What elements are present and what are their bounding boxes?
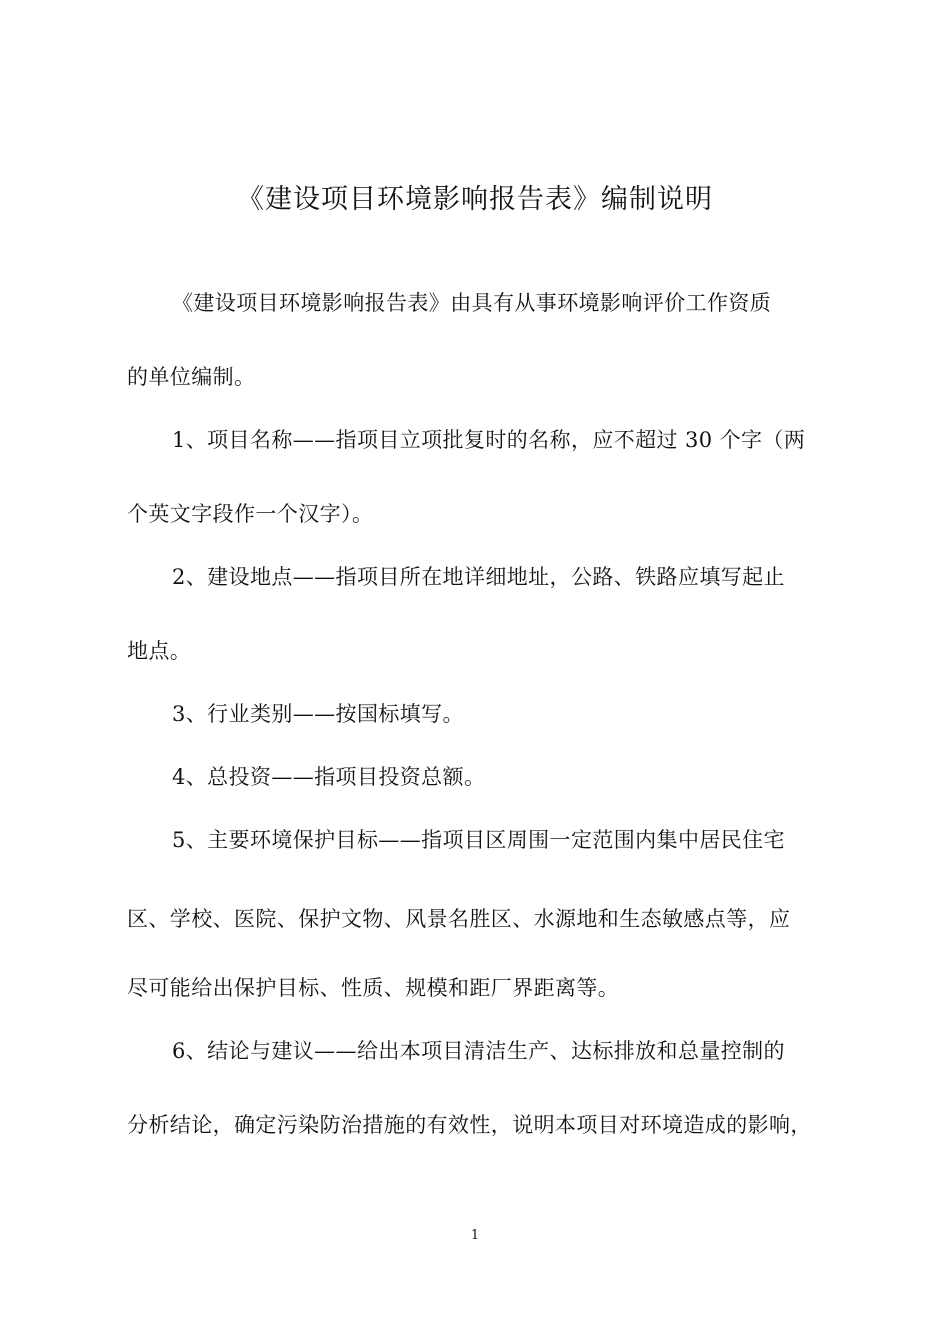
- item-5-line-1: 5、主要环境保护目标——指项目区周围一定范围内集中居民住宅: [172, 828, 785, 852]
- paragraph-intro-line-1: 《建设项目环境影响报告表》由具有从事环境影响评价工作资质: [172, 291, 772, 315]
- item-5-line-2: 区、学校、医院、保护文物、风景名胜区、水源地和生态敏感点等，应: [127, 907, 791, 931]
- item-3-line-1: 3、行业类别——按国标填写。: [172, 702, 464, 726]
- item-6-line-2: 分析结论，确定污染防治措施的有效性，说明本项目对环境造成的影响，: [127, 1113, 812, 1137]
- item-2-line-1: 2、建设地点——指项目所在地详细地址，公路、铁路应填写起止: [172, 565, 785, 589]
- document-title: 《建设项目环境影响报告表》编制说明: [237, 184, 713, 215]
- item-2-line-2: 地点。: [127, 639, 192, 663]
- item-1-line-1: 1、项目名称——指项目立项批复时的名称，应不超过 30 个字（两: [172, 428, 806, 452]
- item-5-line-3: 尽可能给出保护目标、性质、规模和距厂界距离等。: [127, 976, 620, 1000]
- item-1-line-2: 个英文字段作一个汉字）。: [127, 502, 374, 526]
- item-4-line-1: 4、总投资——指项目投资总额。: [172, 765, 486, 789]
- paragraph-intro-line-2: 的单位编制。: [127, 365, 256, 389]
- page-number: 1: [470, 1228, 480, 1243]
- item-6-line-1: 6、结论与建议——给出本项目清洁生产、达标排放和总量控制的: [172, 1039, 785, 1063]
